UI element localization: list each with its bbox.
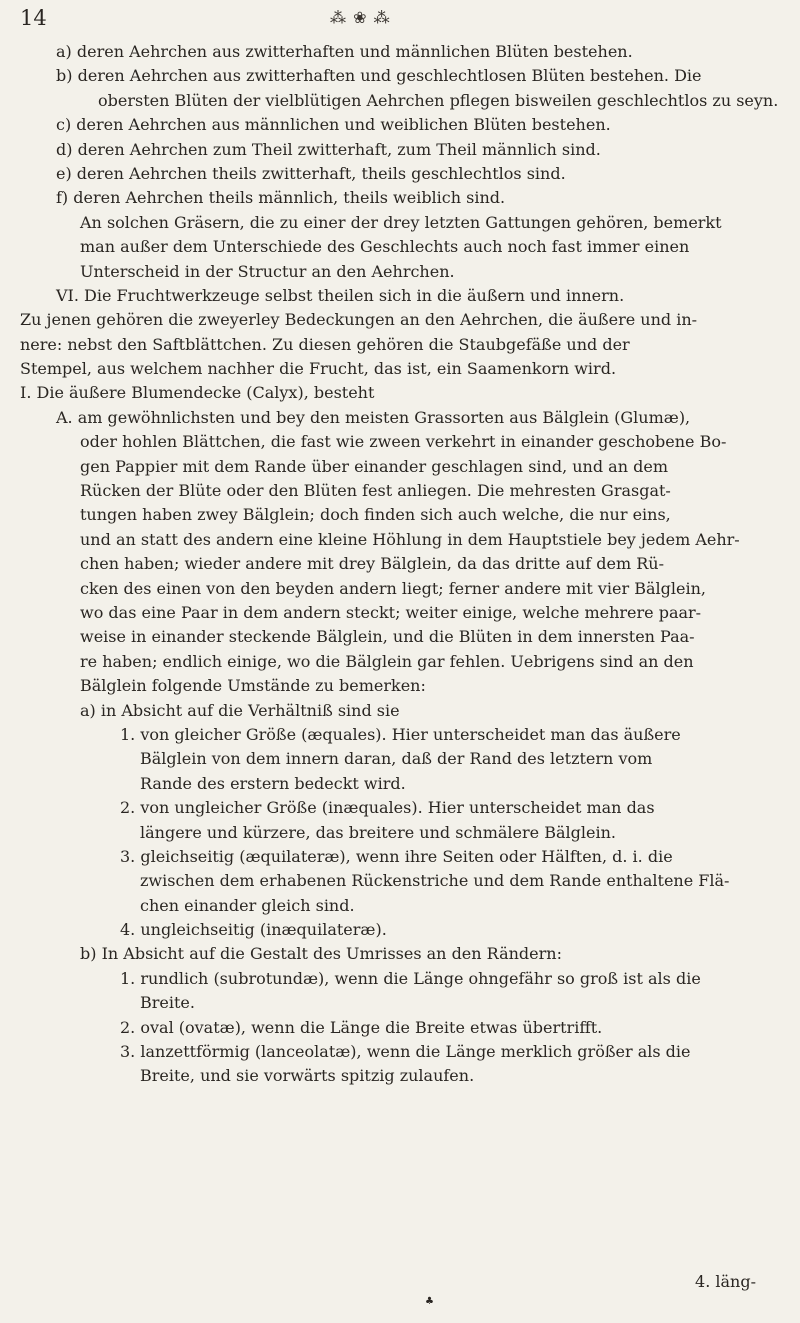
text-line: c) deren Aehrchen aus männlichen und weiblichen Blüten bestehen. [56, 115, 611, 135]
text-line: chen haben; wieder andere mit drey Bälglein, da das dritte auf dem Rü- [80, 554, 665, 574]
text-line: Bälglein folgende Umstände zu bemerken: [80, 676, 426, 696]
text-line: 4. ungleichseitig (inæquilateræ). [120, 920, 387, 940]
text-line: Rande des erstern bedeckt wird. [140, 773, 406, 793]
text-line: weise in einander steckende Bälglein, und die Blüten in dem innersten Paa- [80, 627, 695, 647]
text-line: 3. lanzettförmig (lanceolatæ), wenn die Länge merklich größer als die [120, 1042, 691, 1062]
catchword: 4. läng- [695, 1272, 756, 1291]
text-line: längere und kürzere, das breitere und schmälere Bälglein. [140, 822, 616, 842]
text-line: obersten Blüten der vielblütigen Aehrchen pflegen bisweilen geschlechtlos zu seyn. [98, 90, 779, 110]
text-line: A. am gewöhnlichsten und bey den meisten Grassorten aus Bälglein (Glumæ), [56, 407, 691, 427]
text-line: An solchen Gräsern, die zu einer der drey letzten Gattungen gehören, bemerkt [80, 212, 722, 232]
text-line: Breite. [140, 993, 195, 1013]
page-number: 14 [20, 6, 47, 30]
page-body-text [20, 40, 790, 1089]
text-line: e) deren Aehrchen theils zwitterhaft, theils geschlechtlos sind. [56, 163, 566, 183]
text-line: I. Die äußere Blumendecke (Calyx), besteht [20, 383, 375, 403]
text-line: 3. gleichseitig (æquilateræ), wenn ihre Seiten oder Hälften, d. i. die [120, 846, 673, 866]
text-line: 2. von ungleicher Größe (inæquales). Hier unterscheidet man das [120, 798, 655, 818]
text-line: Breite, und sie vorwärts spitzig zulaufen. [140, 1066, 475, 1086]
text-line: f) deren Aehrchen theils männlich, theils weiblich sind. [56, 188, 506, 208]
page-header [20, 6, 780, 34]
text-line: Zu jenen gehören die zweyerley Bedeckungen an den Aehrchen, die äußere und in- [20, 310, 698, 330]
text-line: a) deren Aehrchen aus zwitterhaften und männlichen Blüten bestehen. [56, 42, 633, 61]
text-line: b) deren Aehrchen aus zwitterhaften und geschlechtlosen Blüten bestehen. Die [56, 66, 702, 86]
signature-mark-icon: ♣ [425, 1296, 434, 1307]
text-line: wo das eine Paar in dem andern steckt; weiter einige, welche mehrere paar- [80, 602, 702, 622]
text-line: zwischen dem erhabenen Rückenstriche und dem Rande enthaltene Flä- [140, 871, 730, 891]
text-line: 2. oval (ovatæ), wenn die Länge die Breite etwas übertrifft. [120, 1017, 603, 1037]
text-line: re haben; endlich einige, wo die Bälglein gar fehlen. Uebrigens sind an den [80, 651, 694, 671]
text-line: man außer dem Unterschiede des Geschlechts auch noch fast immer einen [80, 237, 690, 257]
text-line: cken des einen von den beyden andern liegt; ferner andere mit vier Bälglein, [80, 578, 706, 598]
text-line: d) deren Aehrchen zum Theil zwitterhaft, zum Theil männlich sind. [56, 139, 601, 159]
text-line: nere: nebst den Saftblättchen. Zu diesen gehören die Staubgefäße und der [20, 334, 630, 354]
text-line: tungen haben zwey Bälglein; doch finden sich auch welche, die nur eins, [80, 505, 671, 525]
text-line: Unterscheid in der Structur an den Aehrchen. [80, 261, 455, 281]
text-line: Stempel, aus welchem nachher die Frucht, das ist, ein Saamenkorn wird. [20, 359, 617, 379]
text-line: b) In Absicht auf die Gestalt des Umrisses an den Rändern: [80, 944, 562, 964]
text-line: VI. Die Fruchtwerkzeuge selbst theilen sich in die äußern und innern. [56, 285, 625, 305]
text-line: gen Pappier mit dem Rande über einander geschlagen sind, und an dem [80, 456, 668, 476]
text-line: a) in Absicht auf die Verhältniß sind sie [80, 700, 400, 720]
text-line: 1. rundlich (subrotundæ), wenn die Länge ohngefähr so groß ist als die [120, 968, 701, 988]
text-line: und an statt des andern eine kleine Höhlung in dem Hauptstiele bey jedem Aehr- [80, 529, 740, 549]
text-line: Bälglein von dem innern daran, daß der Rand des letztern vom [140, 749, 653, 769]
text-line: chen einander gleich sind. [140, 895, 355, 915]
text-line: 1. von gleicher Größe (æquales). Hier unterscheidet man das äußere [120, 724, 681, 744]
text-line: Rücken der Blüte oder den Blüten fest anliegen. Die mehresten Grasgat- [80, 481, 671, 501]
text-line: oder hohlen Blättchen, die fast wie zween verkehrt in einander geschobene Bo- [80, 432, 727, 452]
header-ornament-icon: ⁂ ❀ ⁂ [330, 8, 391, 27]
